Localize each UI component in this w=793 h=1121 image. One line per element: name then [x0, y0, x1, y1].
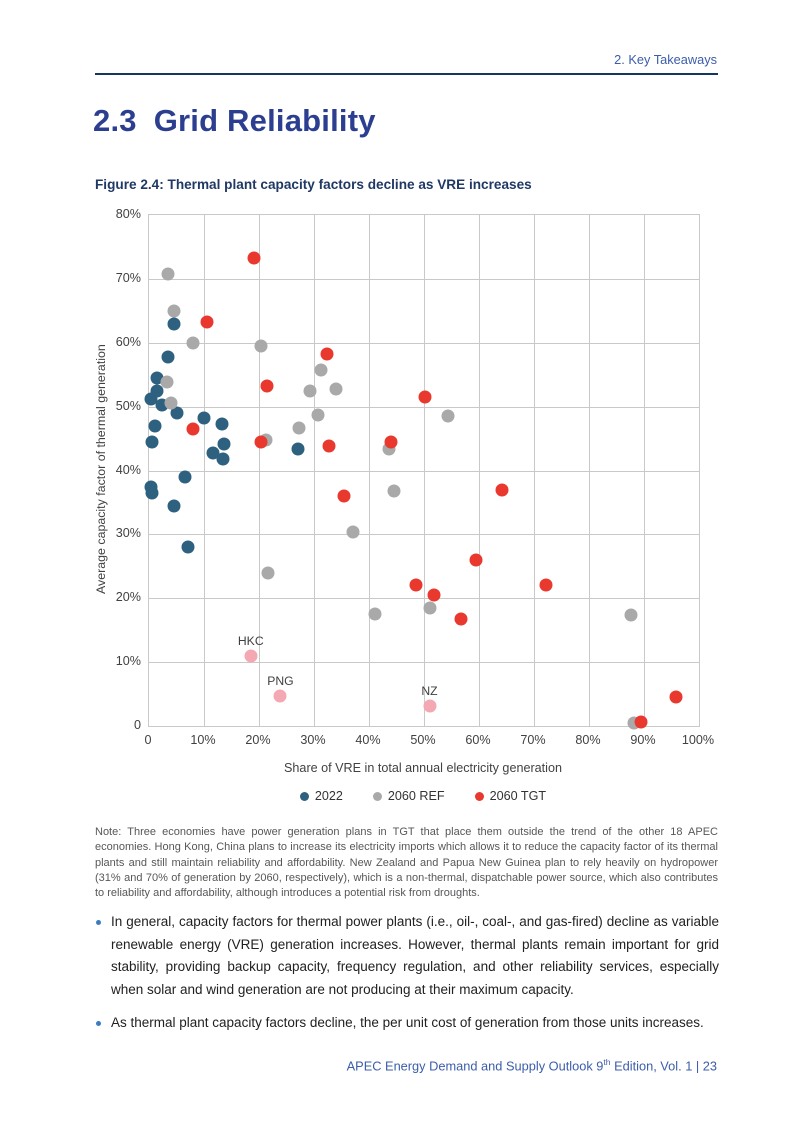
data-point [146, 486, 159, 499]
y-tick-label: 80% [115, 207, 141, 221]
footer-text: Edition, Vol. 1 | 23 [610, 1058, 717, 1074]
x-tick-label: 80% [575, 733, 601, 747]
footer-text: APEC Energy Demand and Supply Outlook 9 [346, 1058, 604, 1074]
data-point [244, 649, 257, 662]
data-point [217, 437, 230, 450]
y-tick-label: 60% [115, 334, 141, 349]
data-point [540, 579, 553, 592]
data-point [261, 379, 274, 392]
x-tick-label: 100% [681, 733, 715, 747]
y-tick-label: 10% [115, 654, 141, 669]
data-point [496, 483, 509, 496]
gridline [149, 407, 699, 408]
x-tick-label: 10% [190, 733, 216, 747]
legend-label: 2060 TGT [489, 789, 547, 803]
data-point [178, 470, 191, 483]
data-point [187, 422, 200, 435]
data-point [247, 252, 260, 265]
legend-dot-icon [373, 792, 382, 801]
data-point [168, 304, 181, 317]
footer-superscript: th [603, 1057, 611, 1067]
data-point [419, 391, 432, 404]
data-point [198, 412, 211, 425]
legend-label: 2060 REF [387, 789, 445, 803]
data-point [423, 699, 436, 712]
gridline [149, 534, 699, 535]
data-point [634, 715, 647, 728]
y-tick-label: 50% [115, 398, 141, 413]
x-tick-label: 60% [465, 733, 491, 747]
y-tick-label: 20% [115, 590, 141, 605]
point-annotation: HKC [237, 633, 264, 648]
data-point [669, 691, 682, 704]
bullet-icon [96, 1021, 101, 1026]
data-point [385, 435, 398, 448]
data-point [162, 351, 175, 364]
y-tick-label: 30% [115, 526, 141, 541]
data-point [217, 453, 230, 466]
data-point [312, 408, 325, 421]
data-point [347, 526, 360, 539]
legend-label: 2022 [314, 789, 343, 803]
gridline [149, 471, 699, 472]
x-axis-label: Share of VRE in total annual electricity generation [284, 761, 562, 775]
x-tick-label: 90% [630, 733, 656, 747]
plot-area [148, 214, 700, 727]
running-header: 2. Key Takeaways [614, 52, 717, 67]
gridline [149, 662, 699, 663]
data-point [388, 484, 401, 497]
x-tick-label: 0 [144, 733, 152, 747]
data-point [322, 439, 335, 452]
y-tick-label: 70% [115, 270, 141, 285]
data-point [148, 419, 161, 432]
y-tick-label: 40% [115, 462, 141, 477]
data-point [293, 422, 306, 435]
data-point [303, 385, 316, 398]
point-annotation: NZ [421, 683, 438, 698]
x-tick-label: 30% [300, 733, 326, 747]
section-heading [93, 103, 376, 139]
x-tick-label: 20% [245, 733, 271, 747]
data-point [162, 267, 175, 280]
scatter-chart [0, 207, 793, 814]
page-footer [347, 1057, 717, 1073]
section-title: Grid Reliability [153, 103, 376, 138]
gridline [149, 343, 699, 344]
data-point [145, 436, 158, 449]
legend-item [475, 789, 546, 803]
y-tick-label: 0 [133, 718, 141, 732]
data-point [320, 348, 333, 361]
data-point [338, 490, 351, 503]
data-point [254, 339, 267, 352]
data-point [167, 499, 180, 512]
legend-item [300, 789, 343, 803]
data-point [200, 316, 213, 329]
data-point [262, 566, 275, 579]
data-point [215, 417, 228, 430]
data-point [368, 608, 381, 621]
data-point [291, 442, 304, 455]
data-point [315, 364, 328, 377]
data-point [161, 376, 174, 389]
point-annotation: PNG [267, 673, 294, 688]
data-point [274, 689, 287, 702]
x-tick-label: 50% [410, 733, 436, 747]
data-point [181, 541, 194, 554]
data-point [330, 382, 343, 395]
bullet-list [94, 911, 719, 1046]
data-point [187, 336, 200, 349]
header-rule [95, 73, 718, 75]
data-point [423, 601, 436, 614]
bullet-icon [96, 920, 101, 925]
gridline [149, 279, 699, 280]
figure-note: Note: Three economies have power generation plans in TGT that place them outside the trend of the other 18 APEC economies. Hong Kong, China plans to increase its electricity imports which allows it to reduce the capacity factor of its thermal plants and still maintain reliability and affordability. New Zealand and Papua New Guinea plan to rely heavily on hydropower (31% and 70% of generation by 2060, respectively), which is a non-thermal, dispatchable power source, which also contributes to reliability and affordability, although introduces a potential risk from droughts. [95, 826, 718, 900]
bullet-text: In general, capacity factors for thermal power plants (i.e., oil-, coal-, and gas-fired) decline as variable renewable energy (VRE) generation increases. However, thermal plants remain important for grid stability, providing backup capacity, frequency regulation, and other reliability services, especially when solar and wind generation are not producing at their maximum capacity. [111, 914, 719, 997]
data-point [441, 410, 454, 423]
bullet-item [94, 911, 719, 1001]
data-point [427, 589, 440, 602]
legend-dot-icon [475, 792, 484, 801]
data-point [454, 612, 467, 625]
data-point [410, 579, 423, 592]
data-point [254, 435, 267, 448]
data-point [625, 609, 638, 622]
bullet-item [94, 1012, 719, 1035]
y-axis-label: Average capacity factor of thermal generation [94, 344, 108, 595]
data-point [469, 553, 482, 566]
figure-caption: Figure 2.4: Thermal plant capacity factors decline as VRE increases [95, 177, 532, 192]
data-point [165, 396, 178, 409]
x-tick-label: 70% [520, 733, 546, 747]
legend-item [373, 789, 445, 803]
data-point [167, 317, 180, 330]
section-number: 2.3 [93, 103, 137, 138]
bullet-text: As thermal plant capacity factors decline, the per unit cost of generation from those units increases. [111, 1015, 704, 1031]
gridline [149, 598, 699, 599]
legend-dot-icon [300, 792, 309, 801]
x-tick-label: 40% [355, 733, 381, 747]
chart-legend [148, 789, 698, 803]
